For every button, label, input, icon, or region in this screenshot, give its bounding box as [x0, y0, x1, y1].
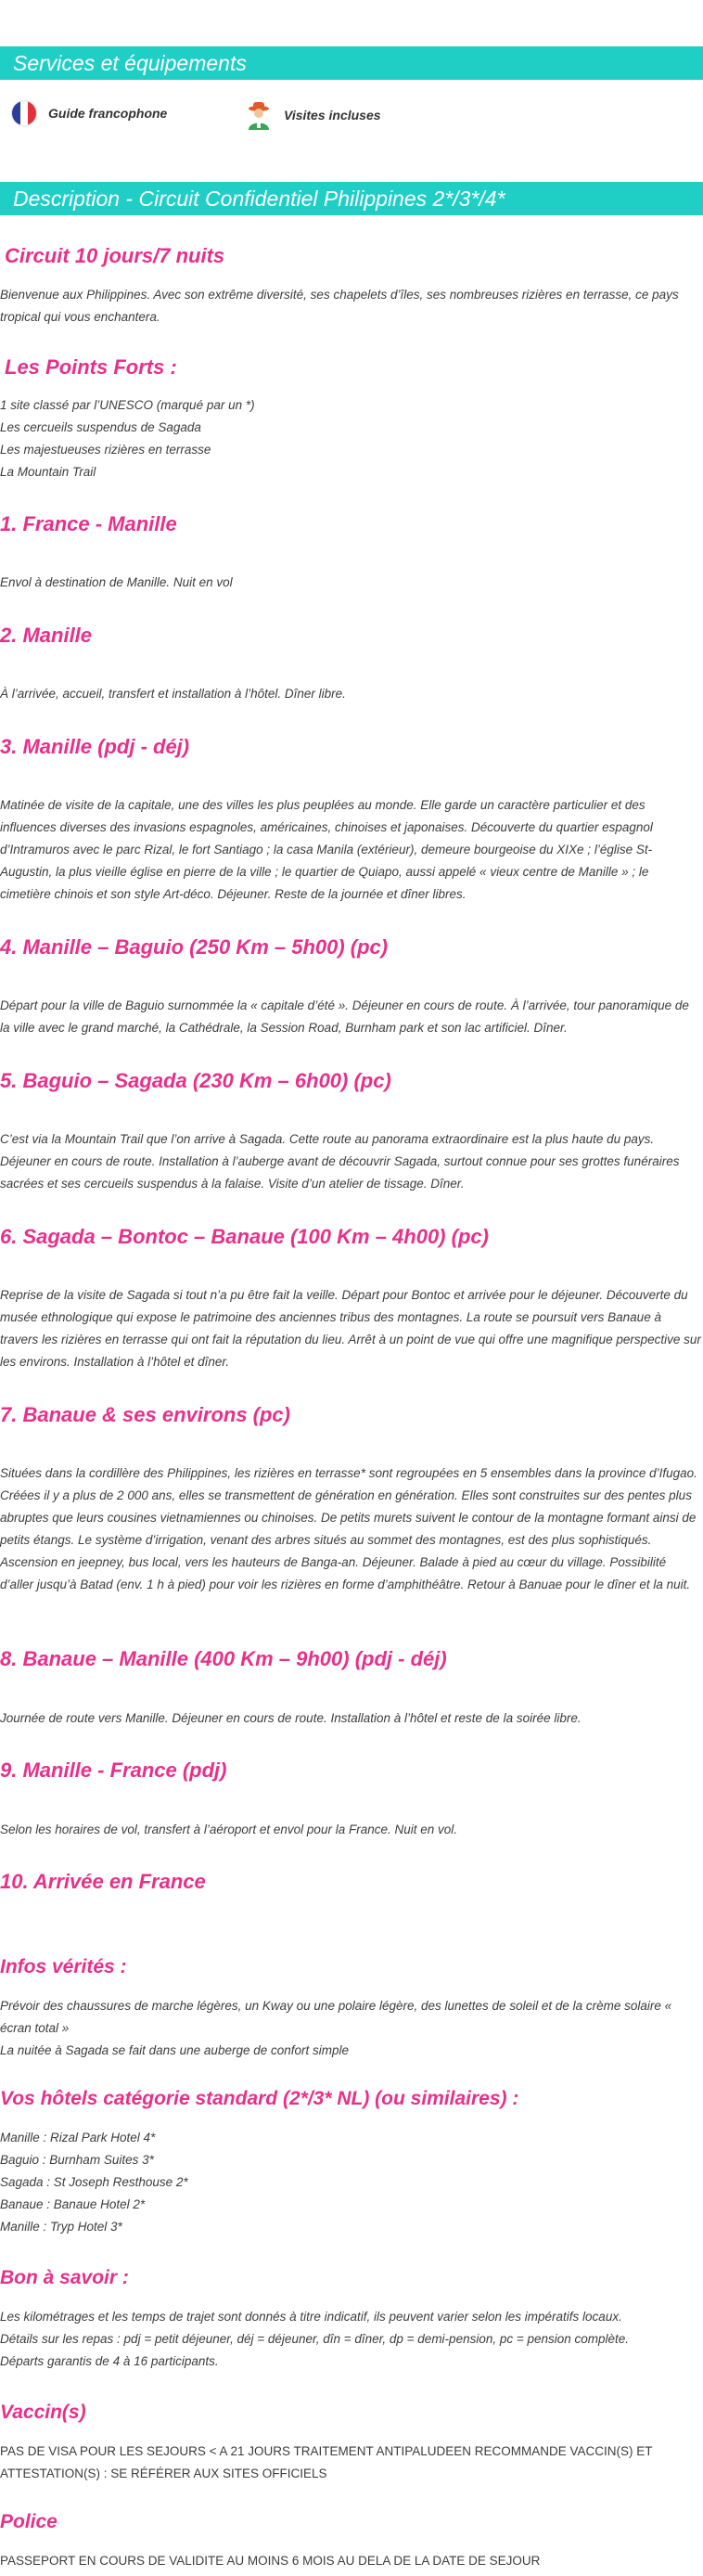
- list-item: Les cercueils suspendus de Sagada: [0, 420, 201, 434]
- day-title: 4. Manille – Baguio (250 Km – 5h00) (pc): [0, 935, 389, 959]
- day-text: Situées dans la cordillère des Philippines, les rizières en terrasse* sont regroupées en 5 ensembles dans la province d’Ifugao. Créées il y a plus de 2 000 ans, elles se transmettent de génération en génération. Elles sont construites sur des pentes plus abruptes que leurs cousines vietnamiennes ou chinoises. De petits murets suivent le contour de la montagne formant ainsi de petits étangs. Le système d’irrigation, venant des arbres situés au sommet des montagnes, est des plus sophistiqués. Ascension en jeepney, bus local, vers les hauteurs de Banga-an. Déjeuner. Balade à pied au cœur du village. Possibilité d’aller jusqu’à Batad (env. 1 h à pied) pour voir les rizières en forme d’amphithéâtre. Retour à Banuae pour le dîner et la nuit.: [0, 1466, 697, 1591]
- bon-a-savoir-list: [0, 2306, 701, 2373]
- highlights-title: Les Points Forts :: [5, 355, 177, 379]
- services-title: Services et équipements: [13, 51, 247, 75]
- day-text: Matinée de visite de la capitale, une des villes les plus peuplées au monde. Elle garde un caractère particulier et des influences diverses des invasions espagnoles, américaines, chinoises et japonaises. Découverte du quartier espagnol d’Intramuros avec le parc Rizal, le fort Santiago ; la casa Manila (extérieur), demeure bourgeoise du XIXe ; l’église St-Augustin, la plus vieille église en pierre de la ville ; le quartier de Quiapo, aussi appelé « vieux centre de Manille » ; le cimetière chinois et son style Art-déco. Déjeuner. Reste de la journée et dîner libres.: [0, 798, 653, 901]
- list-item: La Mountain Trail: [0, 465, 96, 479]
- day-title: 3. Manille (pdj - déj): [0, 735, 190, 758]
- highlights-list: [0, 394, 701, 483]
- infos-title: Infos vérités :: [0, 1956, 127, 1977]
- list-item: Détails sur les repas : pdj = petit déjeuner, déj = déjeuner, dîn = dîner, dp = demi-pension, pc = pension complète.: [0, 2332, 630, 2346]
- intro-text: Bienvenue aux Philippines. Avec son extrême diversité, ses chapelets d’îles, ses nombreuses rizières en terrasse, ce pays tropical qui vous enchantera.: [0, 288, 679, 324]
- vaccin-title: Vaccin(s): [0, 2402, 86, 2423]
- french-flag-icon: [11, 100, 37, 126]
- day-text: Envol à destination de Manille. Nuit en vol: [0, 575, 233, 589]
- infos-note: La nuitée à Sagada se fait dans une auberge de confort simple: [0, 2043, 350, 2057]
- service-label: Guide francophone: [48, 106, 168, 121]
- vaccin-text: PAS DE VISA POUR LES SEJOURS < A 21 JOURS TRAITEMENT ANTIPALUDEEN RECOMMANDE VACCIN(S) ET ATTESTATION(S) : SE RÉFÉRER AUX SITES OFFICIELS: [0, 2444, 653, 2480]
- service-item-guide: [11, 100, 167, 126]
- hotels-title: Vos hôtels catégorie standard (2*/3* NL) (ou similaires) :: [0, 2088, 519, 2109]
- day-title: 1. France - Manille: [0, 512, 177, 535]
- list-item: Sagada : St Joseph Resthouse 2*: [0, 2175, 188, 2189]
- day-text: Journée de route vers Manille. Déjeuner en cours de route. Installation à l’hôtel et reste de la soirée libre.: [0, 1711, 582, 1725]
- list-item: Baguio : Burnham Suites 3*: [0, 2153, 154, 2167]
- list-item: Manille : Tryp Hotel 3*: [0, 2220, 122, 2234]
- list-item: Les majestueuses rizières en terrasse: [0, 443, 211, 457]
- day-title: 8. Banaue – Manille (400 Km – 9h00) (pdj - déj): [0, 1647, 447, 1670]
- day-title: 2. Manille: [0, 624, 93, 647]
- service-label: Visites incluses: [284, 108, 381, 122]
- tourist-guide-icon: [245, 100, 273, 130]
- list-item: Banaue : Banaue Hotel 2*: [0, 2197, 146, 2211]
- day-title: 5. Baguio – Sagada (230 Km – 6h00) (pc): [0, 1069, 391, 1092]
- day-title: 9. Manille - France (pdj): [0, 1758, 227, 1782]
- list-item: Les kilométrages et les temps de trajet sont donnés à titre indicatif, ils peuvent varier selon les impératifs locaux.: [0, 2310, 622, 2324]
- circuit-title: Circuit 10 jours/7 nuits: [5, 244, 225, 267]
- day-text: Reprise de la visite de Sagada si tout n’a pu être fait la veille. Départ pour Bontoc et arrivée pour le déjeuner. Découverte du musée ethnologique qui expose le patrimoine des anciennes tribus des montagnes. La route se poursuit vers Banaue à travers les rizières en terrasse qui ont fait la réputation du lieu. Arrêt à un point de vue qui offre une magnifique perspective sur les environs. Installation à l’hôtel et dîner.: [0, 1288, 701, 1369]
- list-item: Départs garantis de 4 à 16 participants.: [0, 2354, 219, 2368]
- description-banner: [0, 182, 703, 215]
- day-title: 6. Sagada – Bontoc – Banaue (100 Km – 4h00) (pc): [0, 1225, 489, 1248]
- hotels-list: [0, 2127, 701, 2238]
- day-title: 7. Banaue & ses environs (pc): [0, 1403, 290, 1426]
- day-text: C’est via la Mountain Trail que l’on arrive à Sagada. Cette route au panorama extraordinaire est la plus haute du pays. Déjeuner en cours de route. Installation à l’auberge avant de découvrir Sagada, surtout connue pour ses grottes funéraires sacrées et ses cercueils suspendus à la falaise. Visite d’un atelier de tissage. Dîner.: [0, 1132, 680, 1191]
- day-text: Départ pour la ville de Baguio surnommée la « capitale d’été ». Déjeuner en cours de route. À l’arrivée, tour panoramique de la ville avec le grand marché, la Cathédrale, la Session Road, Burnham park et son lac artificiel. Dîner.: [0, 998, 689, 1035]
- day-text: Selon les horaires de vol, transfert à l’aéroport et envol pour la France. Nuit en vol.: [0, 1823, 458, 1836]
- infos-text: Prévoir des chaussures de marche légères, un Kway ou une polaire légère, des lunettes de soleil et de la crème solaire « écran total »: [0, 1999, 672, 2035]
- day-title: 10. Arrivée en France: [0, 1870, 206, 1893]
- police-text: PASSEPORT EN COURS DE VALIDITE AU MOINS 6 MOIS AU DELA DE LA DATE DE SEJOUR: [0, 2554, 541, 2568]
- service-item-visits: [245, 100, 381, 130]
- list-item: Manille : Rizal Park Hotel 4*: [0, 2131, 156, 2145]
- services-banner: [0, 46, 703, 80]
- list-item: 1 site classé par l’UNESCO (marqué par un *): [0, 398, 255, 412]
- bon-a-savoir-title: Bon à savoir :: [0, 2267, 129, 2288]
- description-title: Description - Circuit Confidentiel Philippines 2*/3*/4*: [13, 187, 505, 211]
- police-title: Police: [0, 2511, 58, 2532]
- day-text: À l’arrivée, accueil, transfert et installation à l’hôtel. Dîner libre.: [0, 687, 346, 701]
